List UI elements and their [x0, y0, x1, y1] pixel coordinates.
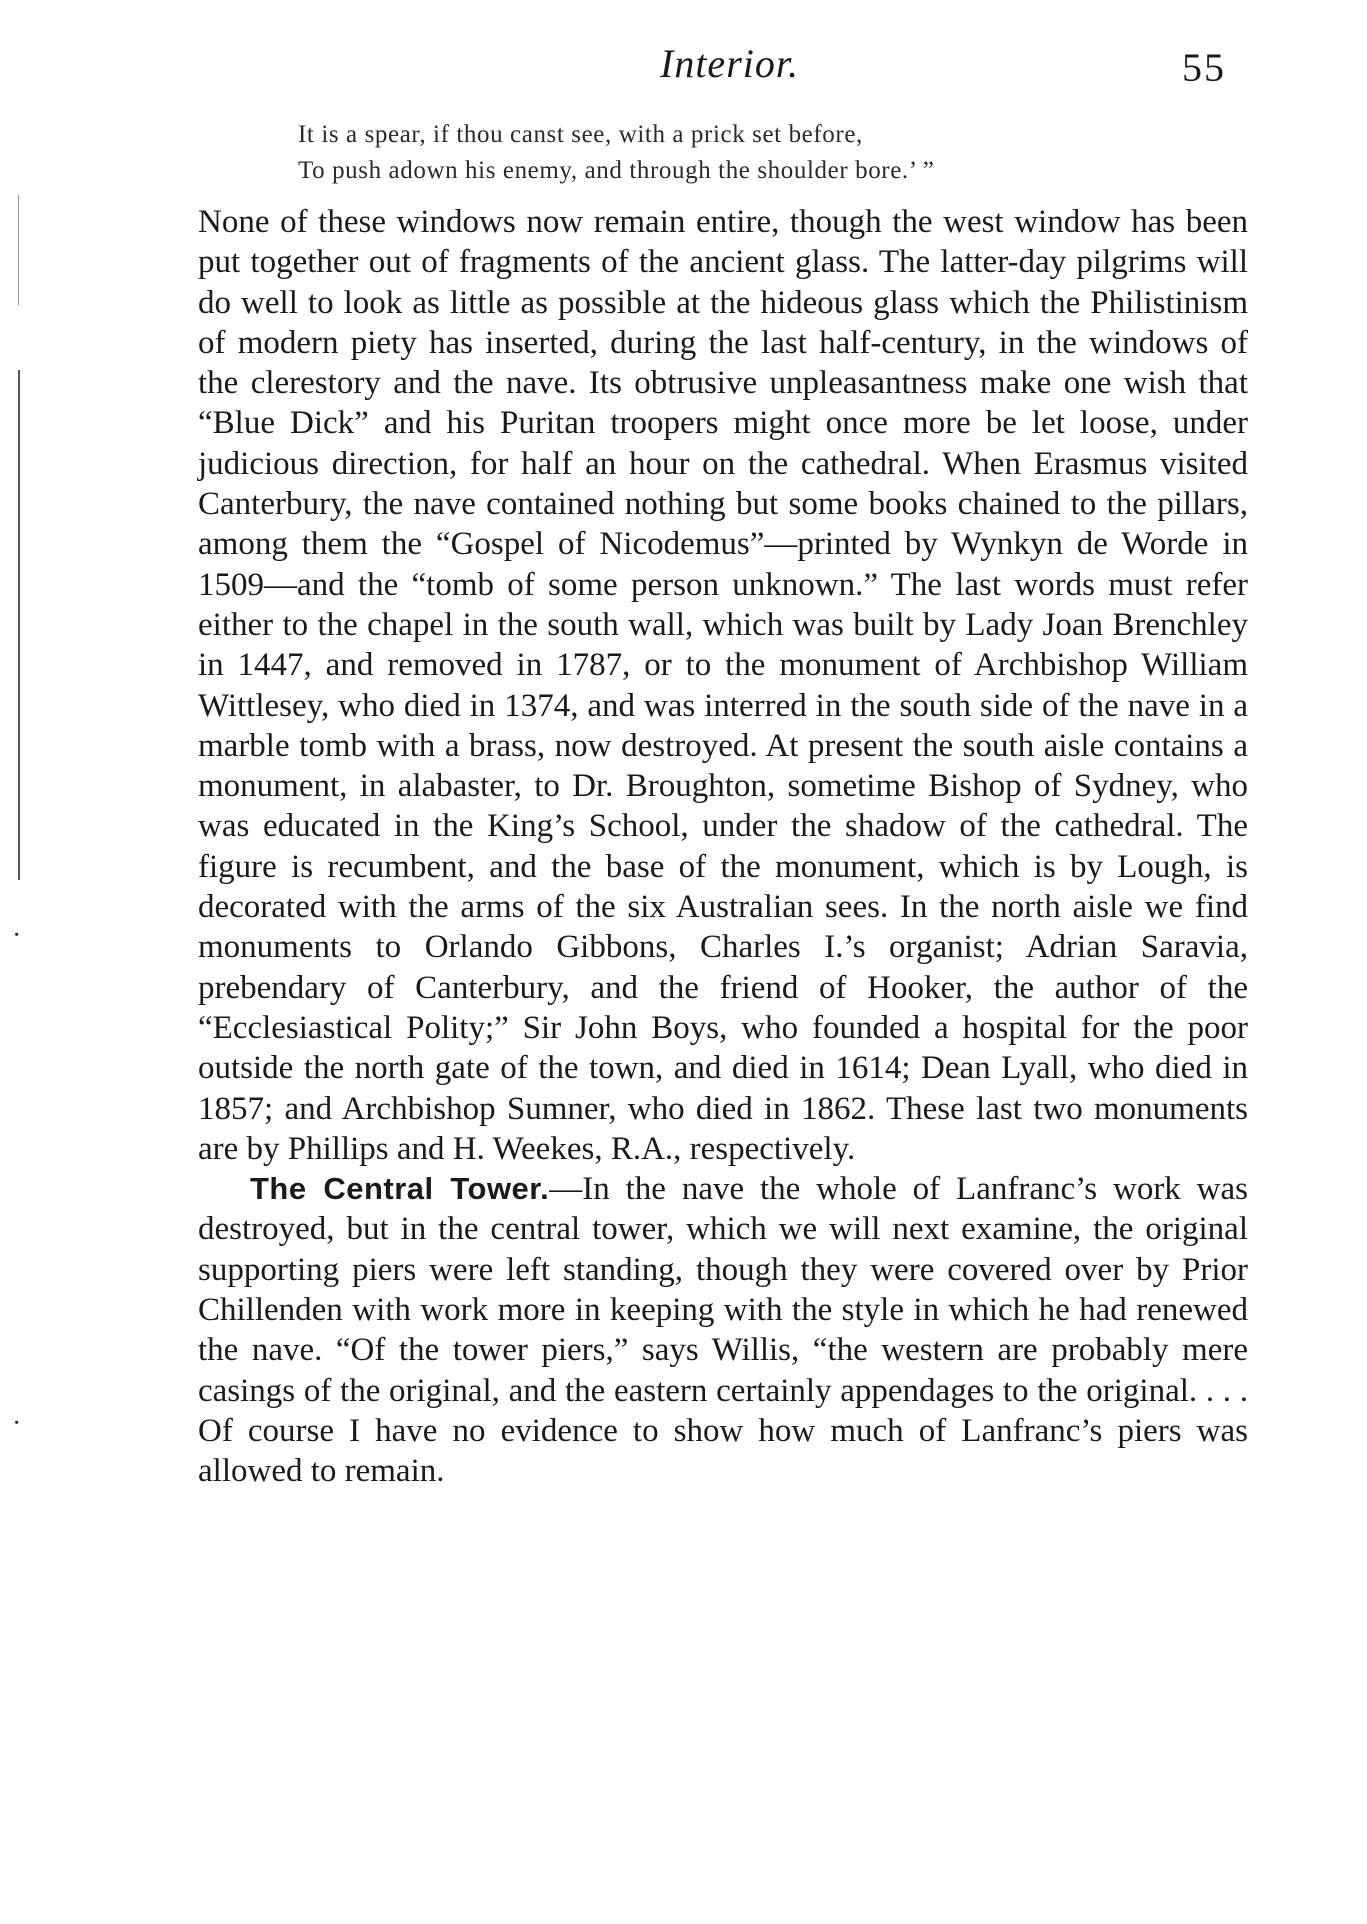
- paragraph-central-tower-text: —In the nave the whole of Lanfranc’s work was destroyed, but in the central tower, which we will next examine, the original supporting piers were left standing, though they were covered over by Prior Chillenden with work more in keeping with the style in which he had renewed the nave. “Of the tower piers,” says Willis, “the western are probably mere casings of the original, and the eastern certainly appendages to the original. . . . Of course I have no evidence to show how much of Lanfranc’s piers was allowed to remain.: [198, 1171, 1248, 1490]
- paragraph-windows: None of these windows now remain entire, though the west window has been put together out of fragments of the ancient glass. The latter-day pilgrims will do well to look as little as possible at the hideous glass which the Philistinism of modern piety has inserted, during the last half-century, in the windows of the clerestory and the nave. Its obtrusive unpleasantness make one wish that “Blue Dick” and his Puritan troopers might once more be let loose, under judicious direction, for half an hour on the cathedral. When Erasmus visited Canterbury, the nave contained nothing but some books chained to the pillars, among them the “Gospel of Nicodemus”—printed by Wynkyn de Worde in 1509—and the “tomb of some person unknown.” The last words must refer either to the chapel in the south wall, which was built by Lady Joan Brenchley in 1447, and removed in 1787, or to the monument of Archbishop William Wittlesey, who died in 1374, and was interred in the south side of the nave in a marble tomb with a brass, now destroyed. At present the south aisle contains a monument, in alabaster, to Dr. Broughton, sometime Bishop of Sydney, who was educated in the King’s School, under the shadow of the cathedral. The figure is recumbent, and the base of the monument, which is by Lough, is decorated with the arms of the six Australian sees. In the north aisle we find monuments to Orlando Gibbons, Charles I.’s organist; Adrian Saravia, prebendary of Canterbury, and the friend of Hooker, the author of the “Ecclesiastical Polity;” Sir John Boys, who founded a hospital for the poor outside the north gate of the town, and died in 1614; Dean Lyall, who died in 1857; and Archbishop Sumner, who died in 1862. These last two monuments are by Phillips and H. Weekes, R.A., respectively.: [198, 204, 1248, 1167]
- verse-line-2: To push adown his enemy, and through the shoulder bore.’ ”: [298, 157, 935, 184]
- running-title: Interior.: [660, 41, 799, 86]
- paragraph-central-tower: [198, 1169, 1248, 1491]
- section-heading-central-tower: The Central Tower.: [250, 1171, 550, 1207]
- binding-edge-line: [18, 370, 20, 880]
- binding-edge-speck-1: ·: [12, 920, 22, 951]
- body-text: [198, 202, 1248, 1492]
- running-head: [0, 40, 1367, 100]
- verse-line-1: It is a spear, if thou canst see, with a prick set before,: [298, 121, 863, 148]
- binding-edge-speck-2: ·: [12, 1408, 22, 1439]
- binding-edge-mark-upper: [18, 195, 19, 305]
- page-number: 55: [1182, 45, 1226, 90]
- verse-quotation: [298, 117, 934, 189]
